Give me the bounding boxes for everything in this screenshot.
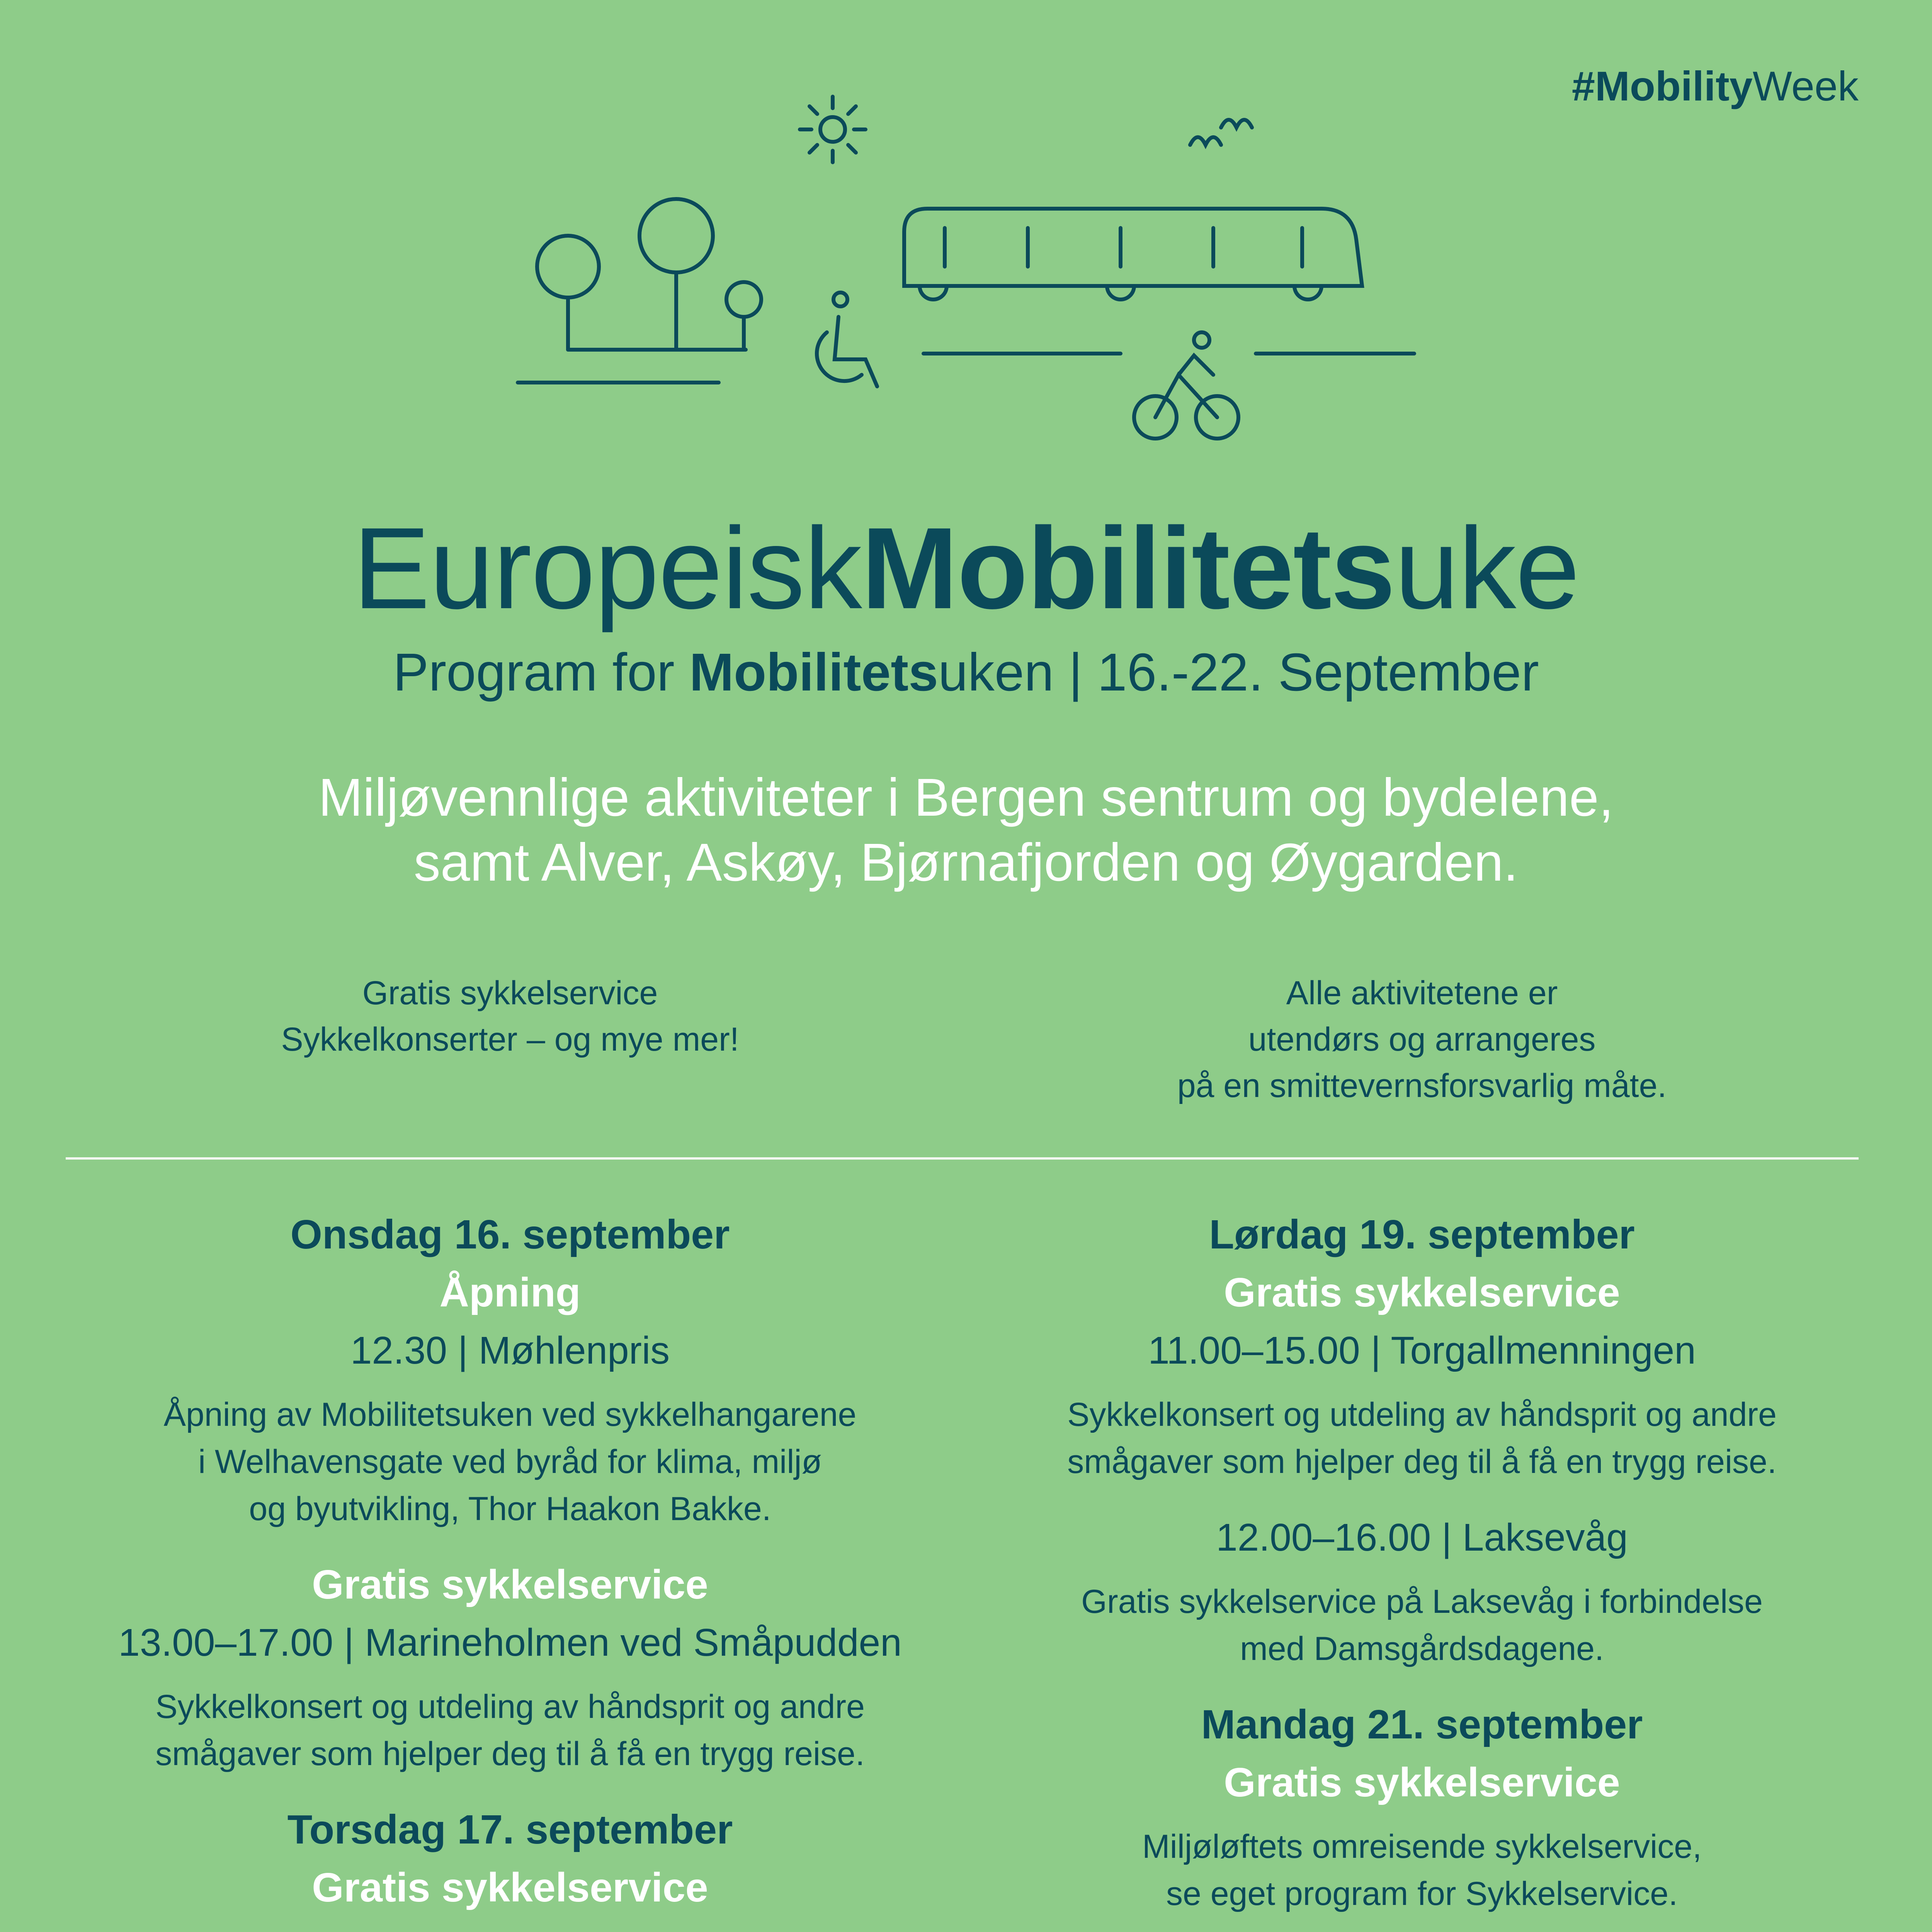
page-subtitle: Program for Mobilitetsuken | 16.-22. September (393, 643, 1539, 702)
note-left (240, 970, 781, 1063)
trees-icon (518, 199, 761, 383)
event-time-location: 11.00–15.00 | Torgallmenningen (1148, 1329, 1696, 1372)
schedule-right-column (978, 1206, 1866, 1932)
event-description (66, 1928, 954, 1932)
event-description: Sykkelkonsert og utdeling av håndsprit og andre smågaver som hjelper deg til å få en trygg reise. (1067, 1396, 1777, 1480)
day-heading: Torsdag 17. september (287, 1807, 733, 1852)
event-title: Åpning (439, 1270, 581, 1315)
event-time-location: 12.00–16.00 | Laksevåg (1216, 1516, 1628, 1559)
wheelchair-icon (817, 293, 877, 386)
note-line: på en smittevernsforsvarlig måte. (1177, 1067, 1667, 1104)
event-description: Miljøløftets omreisende sykkelservice, se eget program for Sykkelservice. (1142, 1828, 1702, 1912)
note-right (1109, 970, 1735, 1109)
divider (66, 1157, 1859, 1160)
event-title: Gratis sykkelservice (312, 1562, 708, 1607)
intro-line: Miljøvennlige aktiviteter i Bergen sentrum og bydelene, (318, 768, 1614, 827)
note-line: utendørs og arrangeres (1248, 1021, 1596, 1058)
day-heading: Onsdag 16. september (290, 1212, 730, 1257)
intro-text (0, 765, 1932, 895)
event-time-location: 12.30 | Møhlenpris (350, 1329, 670, 1372)
day-heading: Mandag 21. september (1201, 1702, 1643, 1747)
event-title: Gratis sykkelservice (1224, 1270, 1620, 1315)
note-line: Sykkelkonserter – og mye mer! (281, 1021, 739, 1058)
sun-icon (800, 97, 866, 162)
intro-line: samt Alver, Askøy, Bjørnafjorden og Øygarden. (413, 833, 1519, 892)
note-line: Alle aktivitetene er (1286, 975, 1558, 1012)
event-title: Gratis sykkelservice (312, 1865, 708, 1910)
cyclist-icon (1134, 332, 1238, 439)
bus-icon (904, 209, 1414, 354)
page-title: EuropeiskMobilitetsuke (353, 503, 1579, 633)
event-time-location: 13.00–17.00 | Marineholmen ved Småpudden (118, 1621, 902, 1664)
hashtag: #MobilityWeek (1571, 63, 1859, 109)
mobility-illustration (502, 85, 1430, 471)
event-title: Gratis sykkelservice (1224, 1760, 1620, 1805)
event-description: Åpning av Mobilitetsuken ved sykkelhangarene i Welhavensgate ved byråd for klima, miljø og byutvikling, Thor Haakon Bakke. (163, 1396, 857, 1527)
schedule-left-column (66, 1206, 954, 1932)
event-description: Gratis sykkelservice på Laksevåg i forbindelse med Damsgårdsdagene. (1081, 1583, 1763, 1667)
birds-icon (1190, 120, 1252, 145)
note-line: Gratis sykkelservice (362, 975, 658, 1012)
day-heading: Lørdag 19. september (1209, 1212, 1635, 1257)
event-description: Sykkelkonsert og utdeling av håndsprit og andre smågaver som hjelper deg til å få en trygg reise. (155, 1688, 865, 1772)
